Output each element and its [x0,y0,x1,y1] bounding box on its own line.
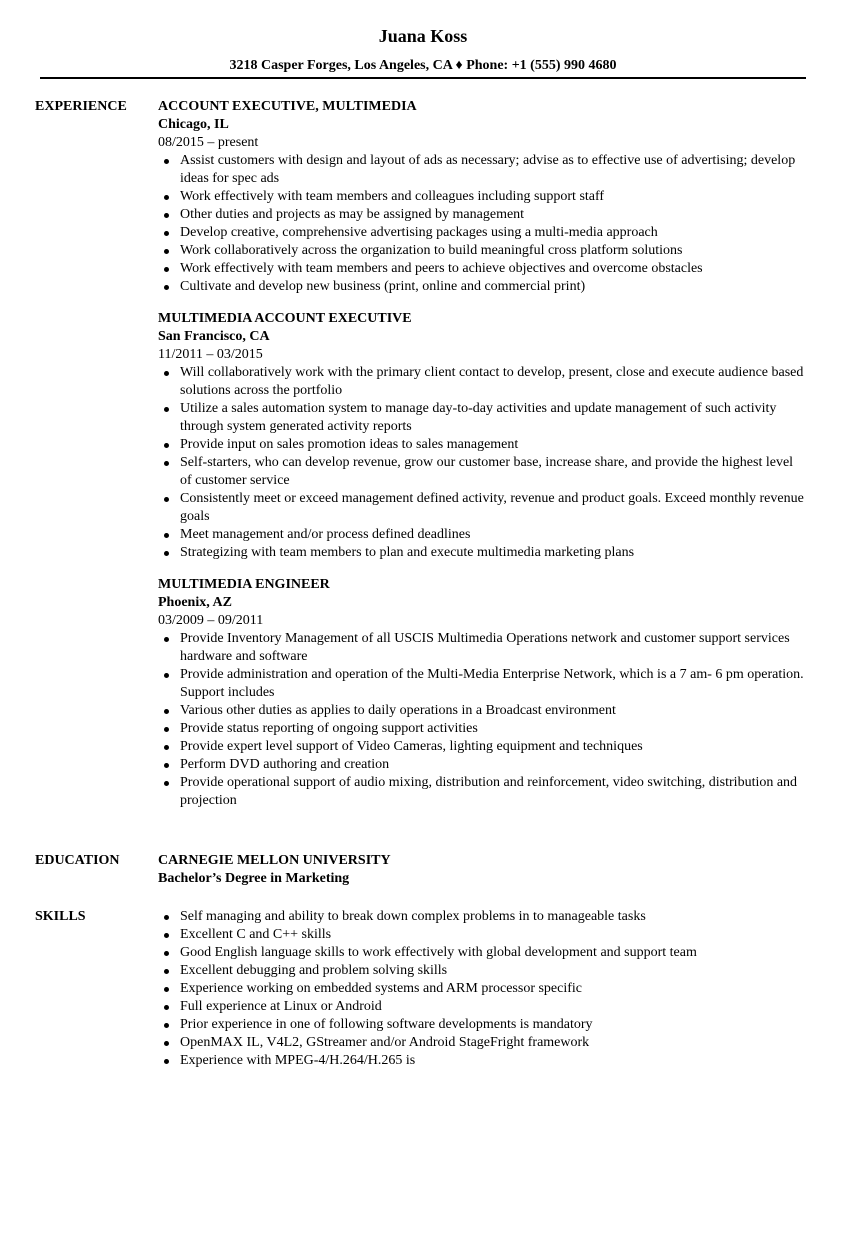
skills-body [158,908,808,1070]
job-dates: 08/2015 – present [158,135,259,150]
bullet-item [180,702,808,720]
bullet-icon [164,727,169,732]
bullet-icon [164,781,169,786]
skill-text: Prior experience in one of following software developments is mandatory [180,1017,593,1032]
bullet-text: Provide operational support of audio mixing, distribution and reinforcement, video switching, distribution and projection [180,775,798,808]
bullet-item [180,526,808,544]
experience-heading: EXPERIENCE [35,99,127,114]
bullet-item [180,188,808,206]
bullet-icon [164,1059,169,1064]
job-dates: 11/2011 – 03/2015 [158,347,263,362]
bullet-item [180,544,808,562]
bullet-text: Work collaboratively across the organization to build meaningful cross platform solutions [180,243,683,258]
bullet-item [180,278,808,296]
bullet-icon [164,443,169,448]
bullet-item [180,756,808,774]
bullet-text: Assist customers with design and layout of ads as necessary; advise as to effective use of advertising; develop ideas for spec ads [180,153,796,186]
skills-list [158,908,808,1070]
bullet-item [180,720,808,738]
bullet-text: Strategizing with team members to plan and execute multimedia marketing plans [180,545,635,560]
bullet-text: Work effectively with team members and peers to achieve objectives and overcome obstacles [180,261,703,276]
skill-item [180,944,808,962]
bullet-item [180,206,808,224]
bullet-text: Provide status reporting of ongoing support activities [180,721,478,736]
skill-item [180,1016,808,1034]
bullet-icon [164,951,169,956]
skill-text: Full experience at Linux or Android [180,999,382,1014]
bullet-text: Utilize a sales automation system to manage day-to-day activities and update management of such activity through system generated activity reports [180,401,777,434]
bullet-item [180,490,808,526]
skill-text: Excellent debugging and problem solving skills [180,963,448,978]
job-dates: 03/2009 – 09/2011 [158,613,264,628]
bullet-icon [164,1005,169,1010]
bullet-icon [164,267,169,272]
job-title: MULTIMEDIA ACCOUNT EXECUTIVE [158,311,412,326]
bullet-text: Provide administration and operation of the Multi-Media Enterprise Network, which is a 7 am- 6 pm operation. Support includes [180,667,804,700]
bullet-icon [164,533,169,538]
job-bullets [158,630,808,810]
bullet-item [180,260,808,278]
bullet-icon [164,407,169,412]
bullet-icon [164,673,169,678]
bullet-icon [164,249,169,254]
bullet-text: Perform DVD authoring and creation [180,757,390,772]
job-entry [158,576,808,810]
skill-item [180,926,808,944]
bullet-icon [164,969,169,974]
job-entry [158,98,808,296]
bullet-item [180,666,808,702]
job-location: Phoenix, AZ [158,595,232,610]
bullet-text: Work effectively with team members and colleagues including support staff [180,189,605,204]
job-bullets [158,152,808,296]
bullet-text: Various other duties as applies to daily operations in a Broadcast environment [180,703,616,718]
bullet-icon [164,933,169,938]
bullet-icon [164,745,169,750]
bullet-text: Other duties and projects as may be assigned by management [180,207,525,222]
bullet-text: Cultivate and develop new business (print, online and commercial print) [180,279,586,294]
bullet-icon [164,371,169,376]
bullet-icon [164,213,169,218]
experience-body [158,98,808,824]
education-body [158,852,808,888]
bullet-icon [164,1023,169,1028]
skill-text: Good English language skills to work effectively with global development and support team [180,945,697,960]
bullet-icon [164,987,169,992]
job-location: Chicago, IL [158,117,229,132]
skill-text: Experience with MPEG-4/H.264/H.265 is [180,1053,416,1068]
header-divider [40,77,806,79]
skill-text: Self managing and ability to break down complex problems in to manageable tasks [180,909,646,924]
bullet-item [180,224,808,242]
skill-item [180,1052,808,1070]
job-title: MULTIMEDIA ENGINEER [158,577,330,592]
skill-item [180,980,808,998]
bullet-icon [164,285,169,290]
skill-item [180,908,808,926]
bullet-item [180,630,808,666]
skill-item [180,998,808,1016]
bullet-text: Provide expert level support of Video Cameras, lighting equipment and techniques [180,739,643,754]
bullet-icon [164,709,169,714]
bullet-text: Meet management and/or process defined deadlines [180,527,471,542]
bullet-text: Self-starters, who can develop revenue, grow our customer base, increase share, and provide the highest level of customer service [180,455,794,488]
bullet-item [180,364,808,400]
skill-item [180,1034,808,1052]
bullet-item [180,774,808,810]
bullet-icon [164,915,169,920]
bullet-item [180,454,808,490]
bullet-icon [164,159,169,164]
skill-text: OpenMAX IL, V4L2, GStreamer and/or Android StageFright framework [180,1035,590,1050]
bullet-item [180,436,808,454]
bullet-text: Develop creative, comprehensive advertising packages using a multi-media approach [180,225,658,240]
bullet-icon [164,637,169,642]
education-heading: EDUCATION [35,853,120,868]
bullet-item [180,242,808,260]
bullet-icon [164,1041,169,1046]
bullet-icon [164,461,169,466]
bullet-icon [164,231,169,236]
bullet-item [180,738,808,756]
candidate-name: Juana Koss [378,26,468,46]
skill-text: Experience working on embedded systems and ARM processor specific [180,981,583,996]
job-entry [158,310,808,562]
bullet-text: Will collaboratively work with the primary client contact to develop, present, close and execute audience based solutions across the portfolio [180,365,804,398]
bullet-item [180,400,808,436]
skills-heading: SKILLS [35,909,86,924]
degree-name: Bachelor’s Degree in Marketing [158,871,350,886]
school-name: CARNEGIE MELLON UNIVERSITY [158,853,391,868]
skill-item [180,962,808,980]
job-location: San Francisco, CA [158,329,270,344]
bullet-item [180,152,808,188]
contact-line: 3218 Casper Forges, Los Angeles, CA ♦ Phone: +1 (555) 990 4680 [229,58,617,73]
bullet-text: Provide input on sales promotion ideas to sales management [180,437,519,452]
skill-text: Excellent C and C++ skills [180,927,332,942]
job-bullets [158,364,808,562]
bullet-text: Provide Inventory Management of all USCIS Multimedia Operations network and customer support services hardware and software [180,631,790,664]
bullet-icon [164,195,169,200]
bullet-icon [164,763,169,768]
bullet-text: Consistently meet or exceed management defined activity, revenue and product goals. Exceed monthly revenue goals [180,491,804,524]
job-title: ACCOUNT EXECUTIVE, MULTIMEDIA [158,99,417,114]
bullet-icon [164,551,169,556]
resume-header [40,24,806,75]
bullet-icon [164,497,169,502]
